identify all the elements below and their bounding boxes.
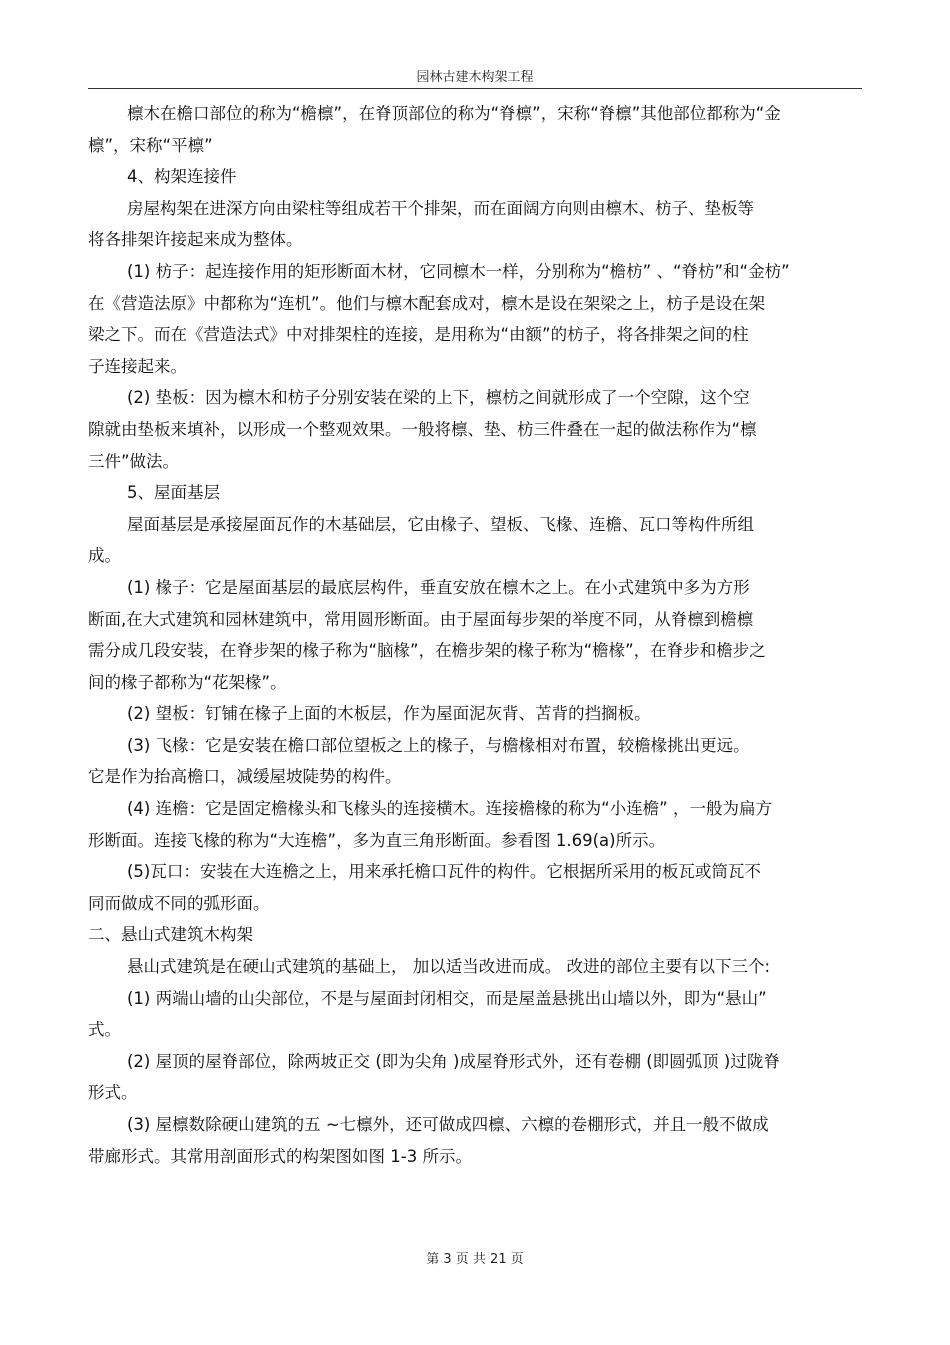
text-line: 房屋构架在进深方向由梁柱等组成若干个排架，而在面阔方向则由檩木、枋子、垫板等: [127, 198, 754, 218]
text-line: (2) 屋顶的屋脊部位，除两坡正交 (即为尖角 )成屋脊形式外，还有卷棚 (即圆弧顶 )过陇脊: [127, 1051, 780, 1071]
text-line: (2) 望板：钉铺在椽子上面的木板层，作为屋面泥灰背、苫背的挡搁板。: [127, 704, 651, 724]
text-line: 同而做成不同的弧形面。: [88, 893, 270, 913]
text-line: (1) 枋子：起连接作用的矩形断面木材，它同檩木一样，分别称为“檐枋” 、“脊枋”和“金枋”: [127, 261, 790, 281]
text-line: (3) 屋檩数除硬山建筑的五 ~七檩外，还可做成四檩、六檩的卷棚形式，并且一般不做成: [127, 1115, 769, 1134]
text-line: 形断面。连接飞椽的称为“大连檐”，多为直三角形断面。参看图 1.69(a)所示。: [88, 830, 666, 850]
text-line: 需分成几段安装，在脊步架的椽子称为“脑椽”，在檐步架的椽子称为“檐椽”，在脊步和檐步之: [88, 641, 766, 661]
text-line: 式。: [88, 1020, 121, 1040]
text-line: (1) 两端山墙的山尖部位，不是与屋面封闭相交，而是屋盖悬挑出山墙以外，即为“悬山”: [127, 988, 767, 1008]
text-line: 断面,在大式建筑和园林建筑中，常用圆形断面。由于屋面每步架的举度不同，从脊檩到檐檩: [88, 609, 754, 629]
text-line: 三件”做法。: [88, 451, 180, 471]
text-line: (4) 连檐：它是固定檐椽头和飞椽头的连接横木。连接檐椽的称为“小连檐” ，一般为扁方: [127, 799, 772, 819]
text-line: 成。: [88, 546, 121, 566]
text-line: 梁之下。而在《营造法式》中对排架柱的连接，是用称为“由额”的枋子，将各排架之间的柱: [88, 325, 749, 345]
running-header: 园林古建木构架工程: [416, 70, 534, 85]
page-number-footer: 第 3 页 共 21 页: [426, 1252, 524, 1267]
text-line: (2) 垫板：因为檩木和枋子分别安装在梁的上下，檩枋之间就形成了一个空隙，这个空: [127, 388, 750, 408]
text-line: 屋面基层是承接屋面瓦作的木基础层，它由椽子、望板、飞椽、连檐、瓦口等构件所组: [127, 514, 754, 534]
text-line: 4、构架连接件: [127, 167, 237, 187]
text-line: 檩木在檐口部位的称为“檐檩”，在脊顶部位的称为“脊檩”，宋称“脊檩”其他部位都称为“金: [127, 104, 781, 123]
text-line: 二、悬山式建筑木构架: [88, 925, 253, 945]
text-line: 间的椽子都称为“花架椽”。: [88, 672, 287, 692]
text-line: 形式。: [88, 1083, 138, 1103]
text-line: 将各排架许接起来成为整体。: [88, 230, 303, 250]
text-line: 檩”，宋称“平檩”: [88, 135, 213, 155]
document-body: [88, 98, 878, 1172]
text-line: (1) 椽子：它是屋面基层的最底层构件，垂直安放在檩木之上。在小式建筑中多为方形: [127, 577, 750, 597]
text-line: 子连接起来。: [88, 356, 187, 376]
header-rule: [88, 88, 862, 89]
text-line: 它是作为抬高檐口，减缓屋坡陡势的构件。: [88, 767, 402, 787]
text-line: 5、屋面基层: [127, 483, 220, 503]
text-line: (5)瓦口：安装在大连檐之上，用来承托檐口瓦件的构件。它根据所采用的板瓦或筒瓦不: [127, 862, 761, 882]
text-line: 悬山式建筑是在硬山式建筑的基础上， 加以适当改进而成。 改进的部位主要有以下三个:: [127, 957, 771, 977]
text-line: 隙就由垫板来填补，以形成一个整观效果。一般将檩、垫、枋三件叠在一起的做法称作为“檩: [88, 419, 757, 439]
text-line: 在《营造法原》中都称为“连机”。他们与檩木配套成对，檩木是设在架梁之上，枋子是设在架: [88, 293, 766, 313]
text-line: 带廊形式。其常用剖面形式的构架图如图 1-3 所示。: [88, 1146, 472, 1166]
text-line: (3) 飞椽：它是安装在檐口部位望板之上的椽子，与檐椽相对布置，较檐椽挑出更远。: [127, 735, 750, 755]
